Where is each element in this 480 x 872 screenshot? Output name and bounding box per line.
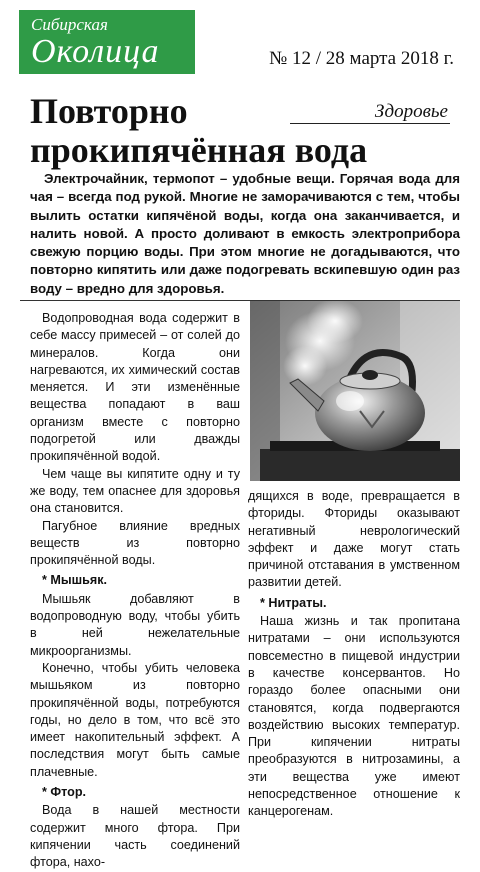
subheading-arsenic: * Мышьяк. <box>42 573 108 588</box>
article-column-right <box>248 488 460 821</box>
paragraph: дящихся в воде, превращается в фториды. Фториды оказывают негативный неврологический эффект и даже могут стать причиной отставания в умственном развитии детей. <box>248 489 460 590</box>
paragraph: Вода в нашей местности содержит много фтора. При кипячении часть соединений фтора, нахо- <box>30 803 240 870</box>
title-line-1: Повторно <box>30 91 188 131</box>
newspaper-logo <box>19 10 195 74</box>
paragraph: Чем чаще вы кипятите одну и ту же воду, тем опаснее для здоровья она становится. <box>30 466 240 516</box>
article-lead: Электрочайник, термопот – удобные вещи. Горячая вода для чая – всегда под рукой. Многие не заморачиваются с тем, чтобы вылить остатки кипячёной воды, когда она заканчивается, и налить новой. А просто доливают в емкость электроприбора свежую порцию воды. При этом многие не догадываются, что повторно кипятить или даже подогревать вскипевшую один раз воду – вредно для здоровья. <box>30 171 460 296</box>
section-rule <box>290 123 450 124</box>
subheading-fluorine: * Фтор. <box>42 785 87 800</box>
kettle-on-stove-photo <box>250 301 460 481</box>
article-column-left <box>30 310 240 872</box>
paragraph: Наша жизнь и так пропитана нитратами – они используются повсеместно в пищевой индустрии в качестве консервантов. Но гораздо более опасными они становятся, когда подвергаются воздействию высоких температур. При кипячении нитраты преобразуются в нитрозамины, а эти вещества уже имеют непосредственное отношение к канцерогенам. <box>248 614 460 819</box>
subheading-nitrates: * Нитраты. <box>260 595 327 610</box>
paragraph: Пагубное влияние вредных веществ из повторно прокипячённой воды. <box>30 518 240 568</box>
logo-small-text: Сибирская <box>31 15 108 34</box>
paragraph: Конечно, чтобы убить человека мышьяком из повторно прокипячённой воды, потребуются годы, но дело в том, что всё это имеет накопительный эффект. А последствия могут быть самые плачевные. <box>30 660 240 779</box>
section-tag: Здоровье <box>374 101 448 122</box>
paragraph: Мышьяк добавляют в водопроводную воду, чтобы убить в ней нежелательные микроорганизмы. <box>30 591 240 658</box>
logo-big-text: Околица <box>31 33 160 70</box>
issue-number-date: № 12 / 28 марта 2018 г. <box>269 48 454 69</box>
paragraph: Водопроводная вода содержит в себе массу примесей – от солей до минералов. Когда они нагреваются, их химический состав меняется. И эти изменённые вещества попадают в ваш организм вместе с повторно подогретой или дважды прокипячённой водой. <box>30 311 240 464</box>
title-line-2: прокипячённая вода <box>30 130 368 170</box>
